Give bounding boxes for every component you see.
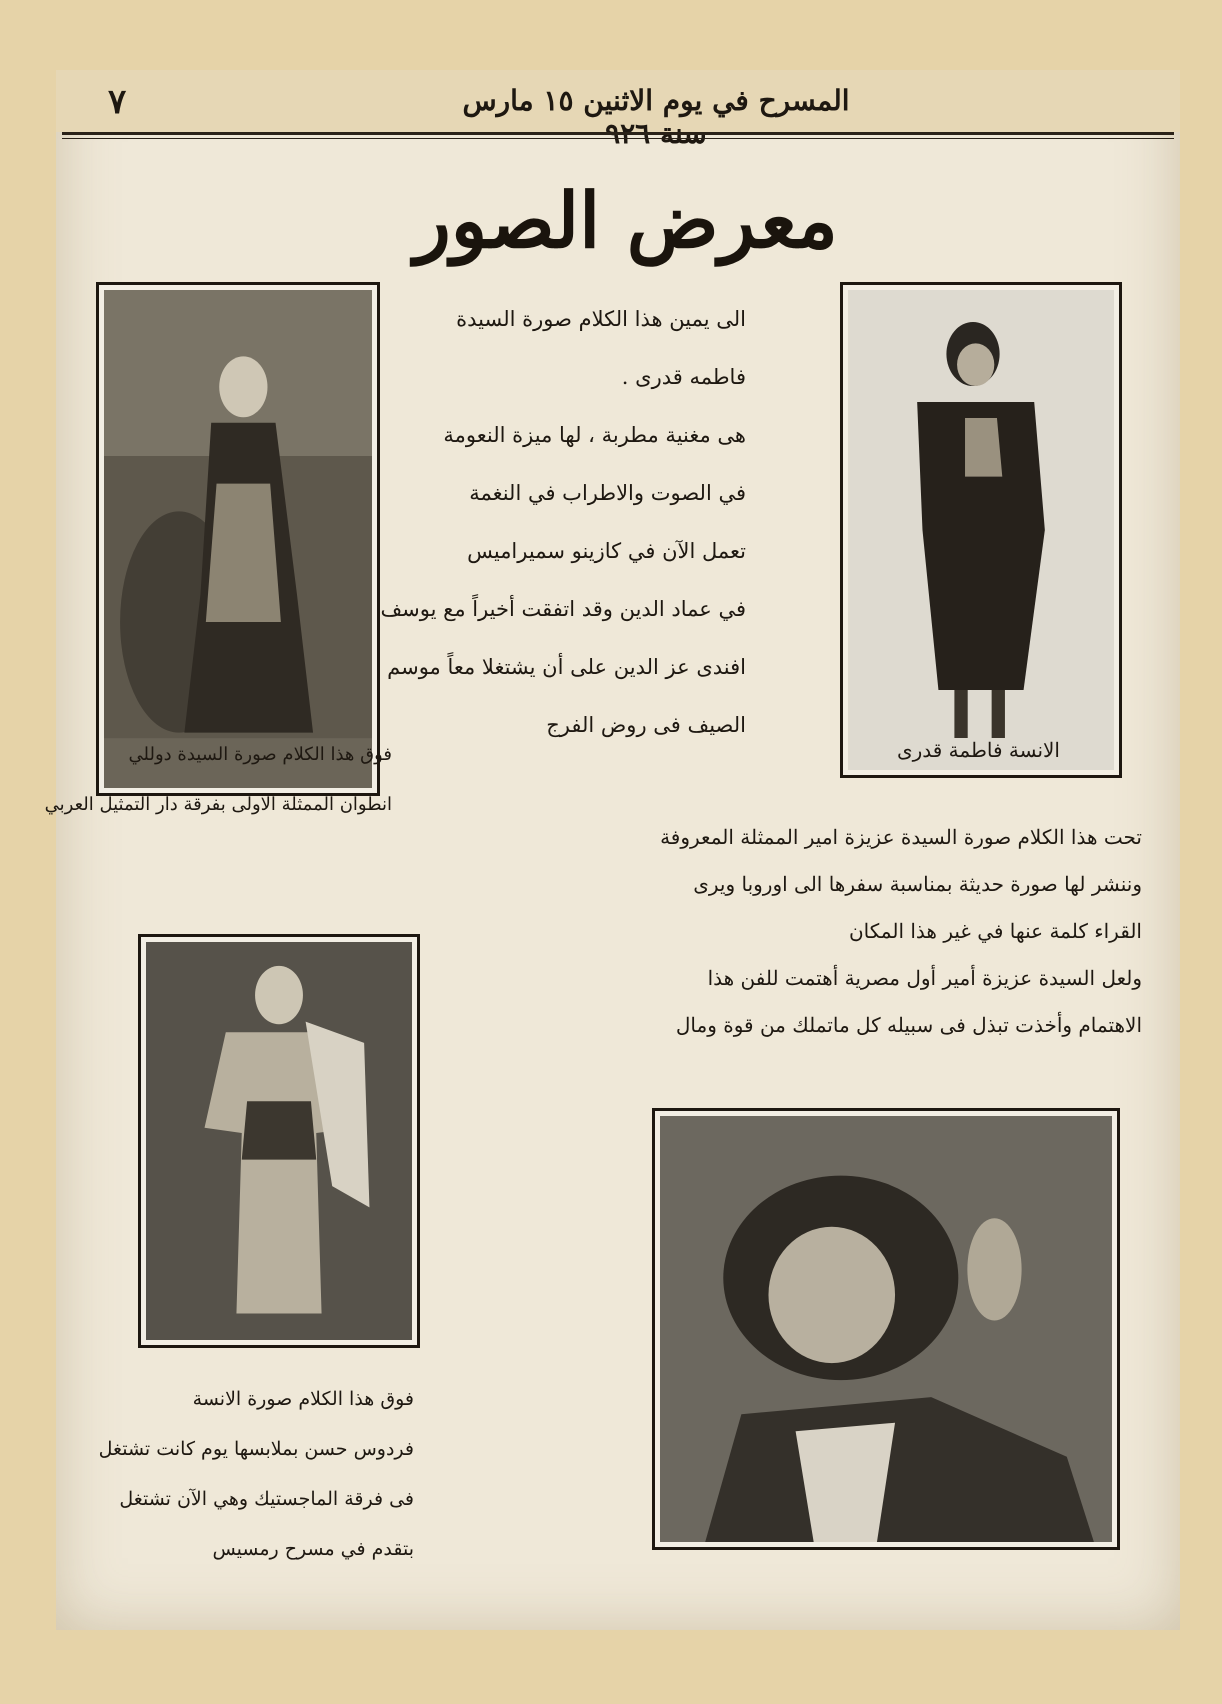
caption-line: فوق هذا الكلام صورة الانسة (192, 1388, 414, 1410)
caption-ferdous-hassan (74, 1374, 414, 1574)
article-line: الى يمين هذا الكلام صورة السيدة (456, 307, 746, 331)
photo-aziza-amir (652, 1108, 1120, 1550)
header-title: المسرح في يوم الاثنين ١٥ مارس (462, 84, 850, 117)
article-line: فاطمه قدرى . (621, 365, 746, 389)
article-line: في عماد الدين وقد اتفقت أخيراً مع يوسف (380, 597, 746, 621)
article-line: وننشر لها صورة حديثة بمناسبة سفرها الى اوروبا ويرى (693, 872, 1142, 896)
caption-line: انطوان الممثلة الاولى بفرقة دار التمثيل العربي (44, 794, 392, 815)
photo-fatma-qadri-image (848, 290, 1114, 770)
photo-ferdous-hassan-image (146, 942, 412, 1340)
article-aziza-amir (516, 814, 1142, 1049)
photo-dolly-antoine (96, 282, 380, 796)
article-fatma-qadri (380, 290, 746, 754)
caption-dolly-antoine (44, 730, 392, 830)
article-line: تحت هذا الكلام صورة السيدة عزيزة امير الممثلة المعروفة (660, 825, 1142, 849)
photo-fatma-qadri (840, 282, 1122, 778)
header-rule-thin (62, 138, 1174, 139)
article-line: هى مغنية مطربة ، لها ميزة النعومة (443, 423, 746, 447)
caption-line: فوق هذا الكلام صورة السيدة دوللي (128, 744, 392, 765)
caption-fatma-qadri (836, 740, 1060, 760)
header-rule (62, 132, 1174, 135)
section-title: معرض الصور (414, 176, 838, 265)
caption-line: فردوس حسن بملابسها يوم كانت تشتغل (98, 1438, 414, 1460)
caption-line: فى فرقة الماجستيك وهي الآن تشتغل (119, 1488, 414, 1510)
article-line: تعمل الآن في كازينو سميراميس (467, 539, 746, 563)
photo-ferdous-hassan (138, 934, 420, 1348)
photo-dolly-antoine-image (104, 290, 372, 788)
photo-aziza-amir-image (660, 1116, 1112, 1542)
caption-line: الانسة فاطمة قدرى (896, 738, 1060, 762)
page-number: ٧ (108, 82, 127, 122)
article-line: ولعل السيدة عزيزة أمير أول مصرية أهتمت للفن هذا (707, 966, 1142, 990)
article-line: الاهتمام وأخذت تبذل فى سبيله كل ماتملك من قوة ومال (675, 1013, 1142, 1037)
article-line: القراء كلمة عنها في غير هذا المكان (848, 919, 1142, 943)
article-line: في الصوت والاطراب في النغمة (469, 481, 746, 505)
article-line: الصيف فى روض الفرج (546, 713, 746, 737)
article-line: افندى عز الدين على أن يشتغلا معاً موسم (387, 655, 746, 679)
magazine-page (44, 70, 1180, 1630)
caption-line: بتقدم في مسرح رمسيس (212, 1538, 414, 1560)
